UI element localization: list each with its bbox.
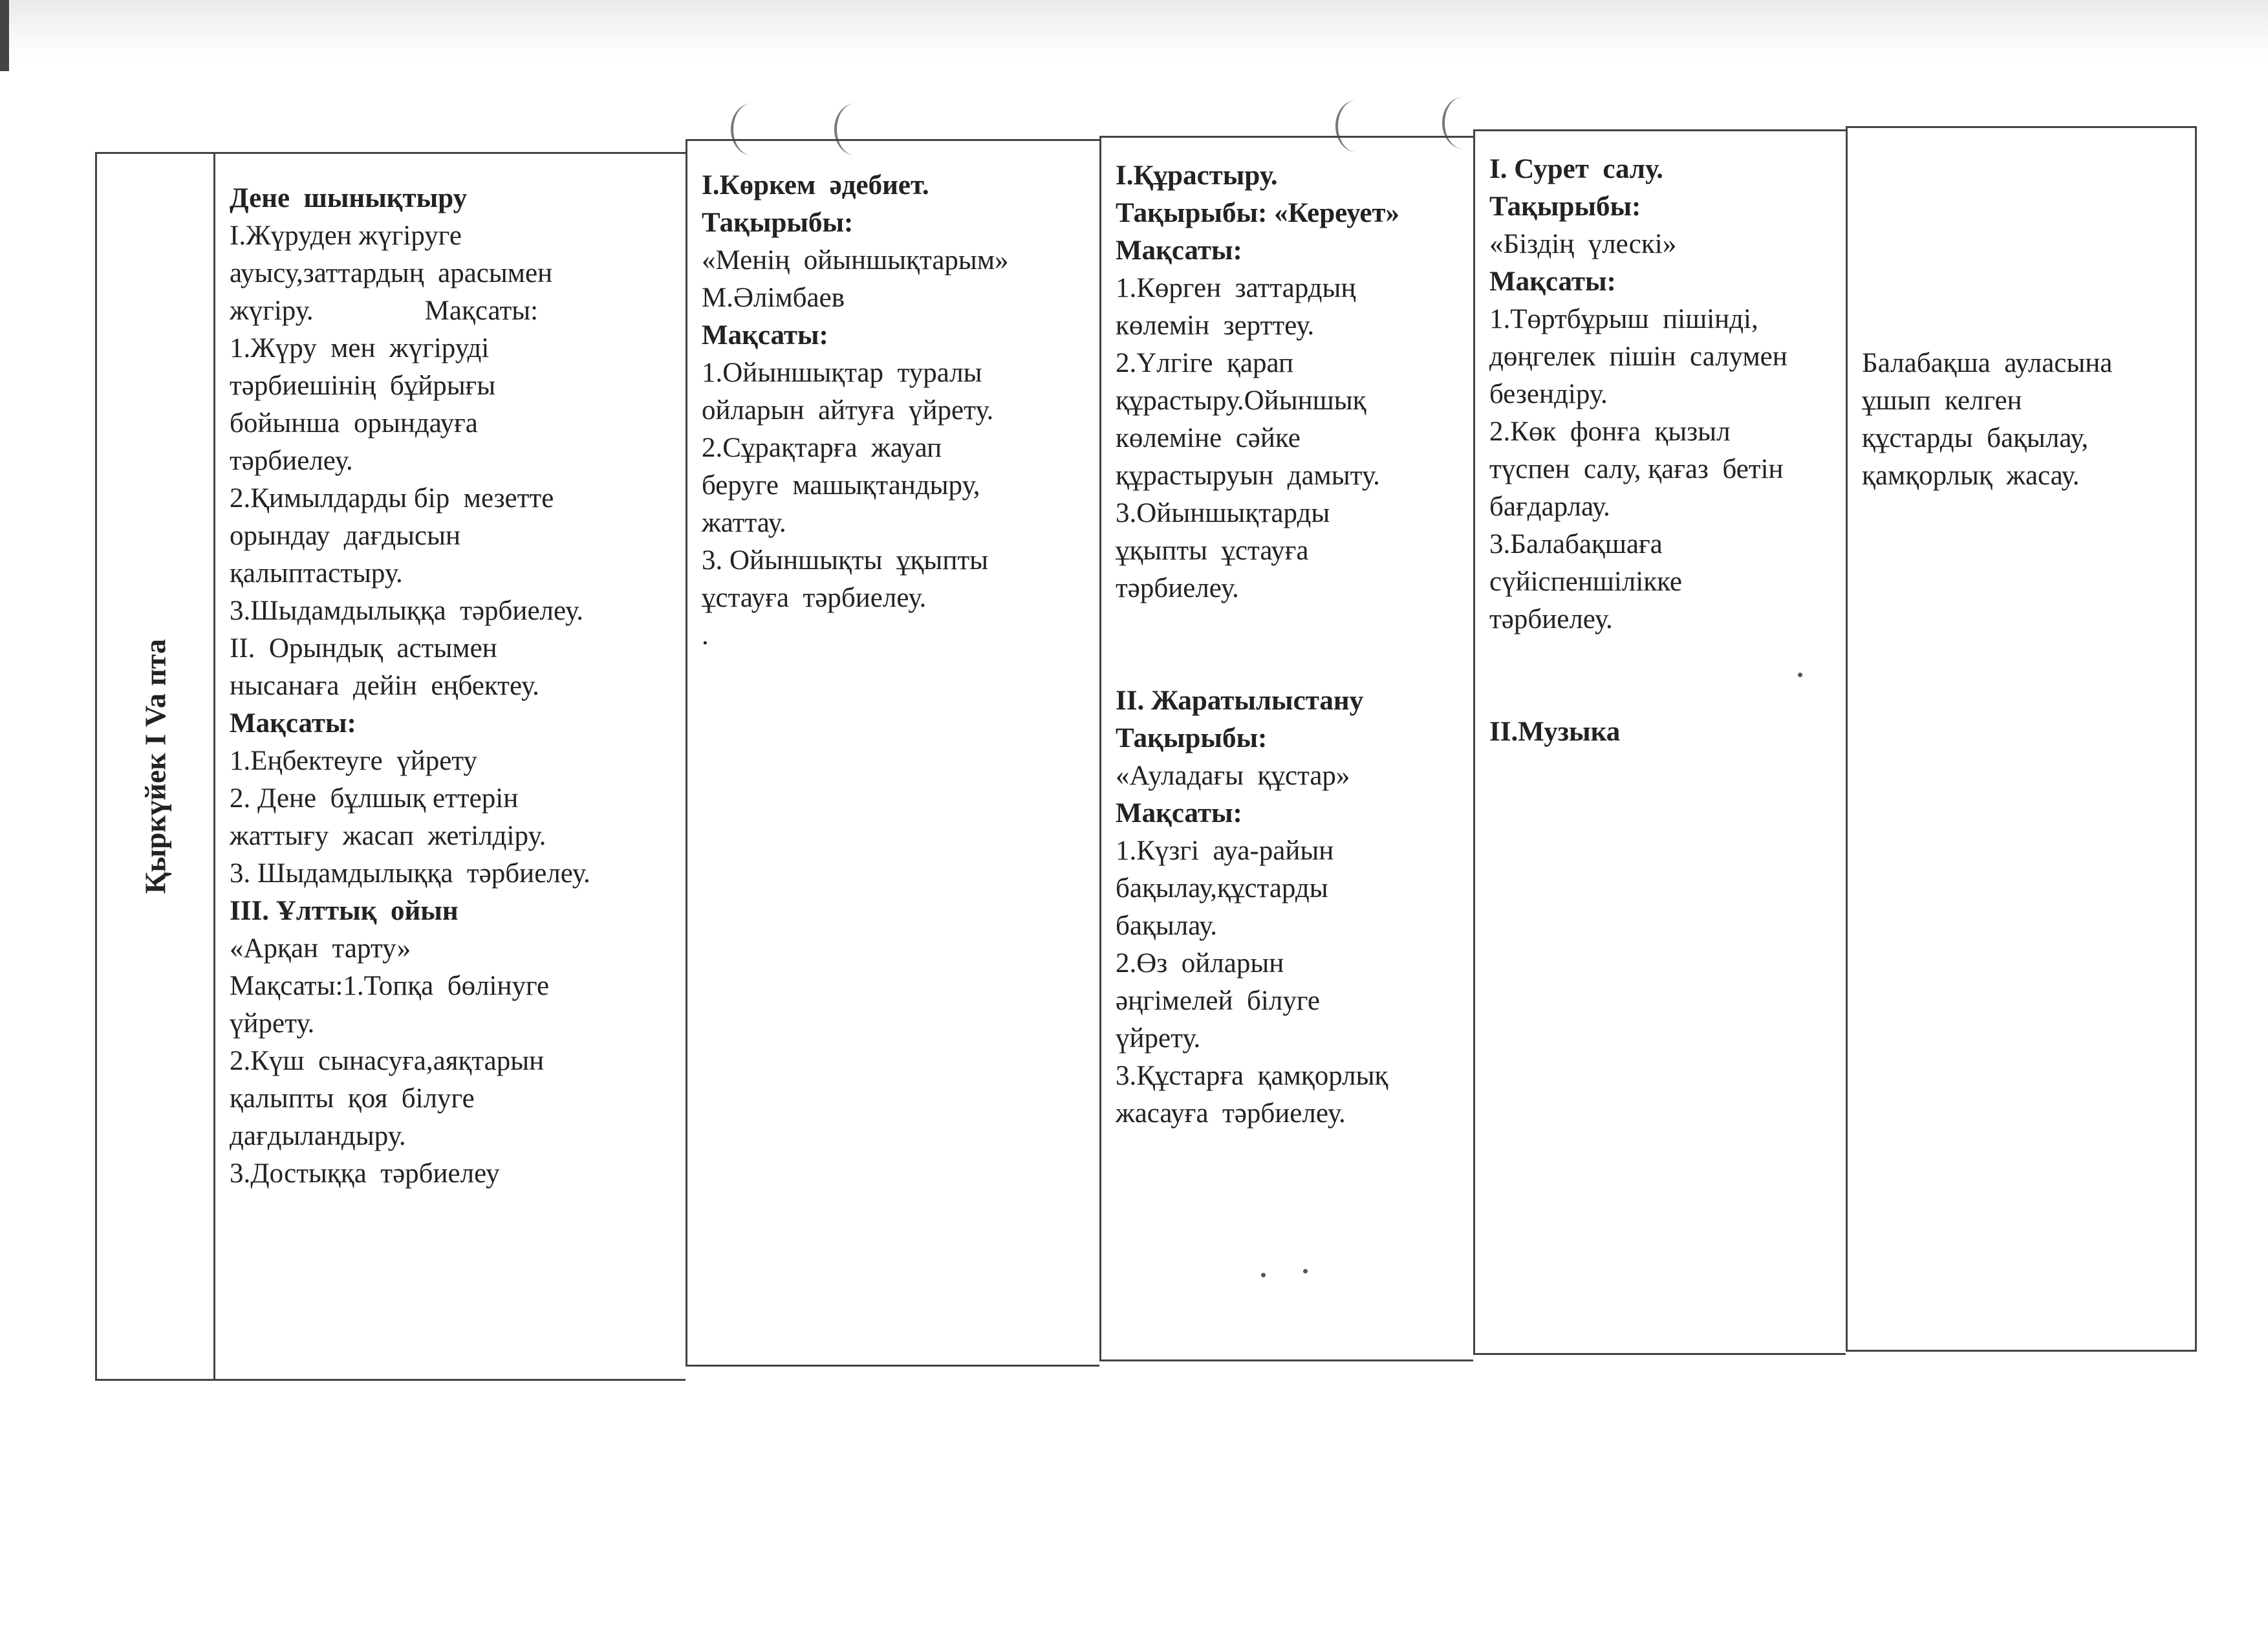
cell-line: көлемін зерттеу. <box>1116 310 1315 341</box>
cell-line: І. Сурет салу. <box>1489 154 1663 184</box>
cell-line: 1.Төртбұрыш пішінді, <box>1489 304 1758 334</box>
cell-line: бақылау. <box>1116 911 1218 941</box>
cell-line <box>1489 676 1833 713</box>
cell-line: орындау дағдысын <box>230 521 461 551</box>
cell-text <box>1116 157 1460 1132</box>
cell-line: ұқыпты ұстауға <box>1116 536 1309 566</box>
cell-line: 1.Еңбектеуге үйрету <box>230 746 478 776</box>
cell-line: бақылау,құстарды <box>1116 873 1328 904</box>
cell-line: 1.Ойыншықтар туралы <box>702 358 982 388</box>
cell-line: «Ауладағы құстар» <box>1116 761 1350 791</box>
cell-line: 3.Достыққа тәрбиелеу <box>230 1158 500 1189</box>
cell-line: 3.Балабақшаға <box>1489 529 1663 559</box>
week-label-cell <box>95 152 213 1381</box>
cell-line: беруге машықтандыру, <box>702 470 980 501</box>
cell-line: жаттау. <box>702 508 786 538</box>
cell-line: 3. Шыдамдылыққа тәрбиелеу. <box>230 858 590 889</box>
cell-line: ұстауға тәрбиелеу. <box>702 583 927 613</box>
cell-line: 2.Өз ойларын <box>1116 948 1284 979</box>
cell-line: түспен салу, қағаз бетін <box>1489 454 1784 484</box>
cell-line: 3. Ойыншықты ұқыпты <box>702 545 989 576</box>
cell-text <box>230 180 673 1193</box>
cell-line: құрастыру.Ойыншық <box>1116 385 1366 416</box>
cell-text <box>702 167 1086 655</box>
cell-line: бағдарлау. <box>1489 492 1610 522</box>
cell-line: ІІ. Жаратылыстану <box>1116 686 1364 716</box>
cell-line: ІІІ. Ұлттық ойын <box>230 896 459 926</box>
cell-line: 2. Дене бұлшық еттерін <box>230 783 519 814</box>
cell-line: қалыпты қоя білуге <box>230 1083 475 1114</box>
cell-line: 3.Шыдамдылыққа тәрбиелеу. <box>230 596 583 626</box>
cell-line <box>1489 638 1833 676</box>
cell-line: нысанаға дейін еңбектеу. <box>230 671 539 701</box>
scan-speck <box>1303 1269 1308 1273</box>
cell-line: дағдыландыру. <box>230 1121 406 1151</box>
scan-edge-left <box>0 0 9 71</box>
cell-line: үйрету. <box>1116 1023 1201 1054</box>
cell-line: Мақсаты: <box>230 708 356 739</box>
cell-line: . <box>702 620 709 651</box>
cell-line: І.Көркем әдебиет. <box>702 170 929 200</box>
cell-line: Балабақша ауласына <box>1862 348 2113 378</box>
cell-line: үйрету. <box>230 1008 315 1039</box>
cell-line: «Біздің үлескі» <box>1489 229 1677 259</box>
cell-line: Тақырыбы: <box>1116 723 1268 753</box>
cell-line: тәрбиелеу. <box>1489 604 1613 634</box>
cell-line: дөңгелек пішін салумен <box>1489 341 1787 372</box>
cell-line: І.Жүруден жүгіруге <box>230 221 462 251</box>
scan-speck <box>1261 1273 1266 1277</box>
cell-line: тәрбиешінің бұйрығы <box>230 371 496 401</box>
cell-line: бойынша орындауға <box>230 408 478 439</box>
cell-text <box>1489 151 1833 751</box>
cell-line: 3.Ойыншықтарды <box>1116 498 1330 528</box>
cell-line: 2.Үлгіге қарап <box>1116 348 1294 378</box>
cell-line: тәрбиелеу. <box>1116 573 1239 603</box>
cell-line <box>1116 645 1460 682</box>
cell-line: жүгіру. Мақсаты: <box>230 296 539 326</box>
table-cell-physical-education <box>213 152 686 1381</box>
cell-line: Мақсаты: <box>702 320 828 351</box>
cell-line: безендіру. <box>1489 379 1608 409</box>
cell-line: Мақсаты: <box>1116 235 1242 266</box>
cell-line: ұшып келген <box>1862 385 2022 416</box>
cell-line: 2.Көк фонға қызыл <box>1489 417 1731 447</box>
cell-line <box>1116 607 1460 645</box>
cell-line: 2.Сұрақтарға жауап <box>702 433 942 463</box>
table-cell-construction <box>1099 136 1473 1361</box>
cell-line: 1.Жүру мен жүгіруді <box>230 333 490 363</box>
weekly-plan-table <box>95 123 2197 1381</box>
cell-line: І.Құрастыру. <box>1116 160 1278 191</box>
cell-line: ауысу,заттардың арасымен <box>230 258 553 288</box>
cell-line: 3.Құстарға қамқорлық <box>1116 1061 1388 1091</box>
cell-line: «Арқан тарту» <box>230 933 411 964</box>
cell-text <box>1862 345 2182 495</box>
table-cell-drawing <box>1473 129 1846 1355</box>
cell-line: әңгімелей білуге <box>1116 986 1320 1016</box>
week-label: Қыркүйек I Va пта <box>138 638 172 894</box>
table-cell-observation <box>1846 126 2197 1352</box>
cell-line: тәрбиелеу. <box>230 446 353 476</box>
cell-line: Тақырыбы: <box>702 208 854 238</box>
scan-shadow-top <box>0 0 2268 58</box>
cell-line: 2.Күш сынасуға,аяқтарын <box>230 1046 545 1076</box>
cell-line: Дене шынықтыру <box>230 183 468 213</box>
cell-line: ойларын айтуға үйрету. <box>702 395 994 426</box>
cell-line: Мақсаты: <box>1489 266 1616 297</box>
cell-line: Мақсаты:1.Топқа бөлінуге <box>230 971 550 1001</box>
table-cell-literature <box>686 139 1099 1367</box>
cell-line: «Менің ойыншықтарым» <box>702 245 1009 276</box>
cell-line: ІІ.Музыка <box>1489 717 1621 747</box>
cell-line: Тақырыбы: «Кереует» <box>1116 198 1400 228</box>
cell-line: Тақырыбы: <box>1489 191 1641 222</box>
cell-line: қамқорлық жасау. <box>1862 460 2080 491</box>
cell-line: жаттығу жасап жетілдіру. <box>230 821 546 851</box>
cell-line: Мақсаты: <box>1116 798 1242 828</box>
scan-speck <box>1798 673 1802 677</box>
cell-line: ІІ. Орындық астымен <box>230 633 497 664</box>
cell-line: құстарды бақылау, <box>1862 423 2089 453</box>
cell-line: 1.Көрген заттардың <box>1116 273 1356 303</box>
cell-line: көлеміне сәйке <box>1116 423 1301 453</box>
cell-line: 1.Күзгі ауа-райын <box>1116 836 1334 866</box>
cell-line: жасауға тәрбиелеу. <box>1116 1098 1346 1129</box>
cell-line: М.Әлімбаев <box>702 283 845 313</box>
cell-line: сүйіспеншілікке <box>1489 567 1682 597</box>
cell-line: қалыптастыру. <box>230 558 403 589</box>
cell-line: 2.Қимылдарды бір мезетте <box>230 483 554 514</box>
cell-line: құрастыруын дамыту. <box>1116 460 1380 491</box>
